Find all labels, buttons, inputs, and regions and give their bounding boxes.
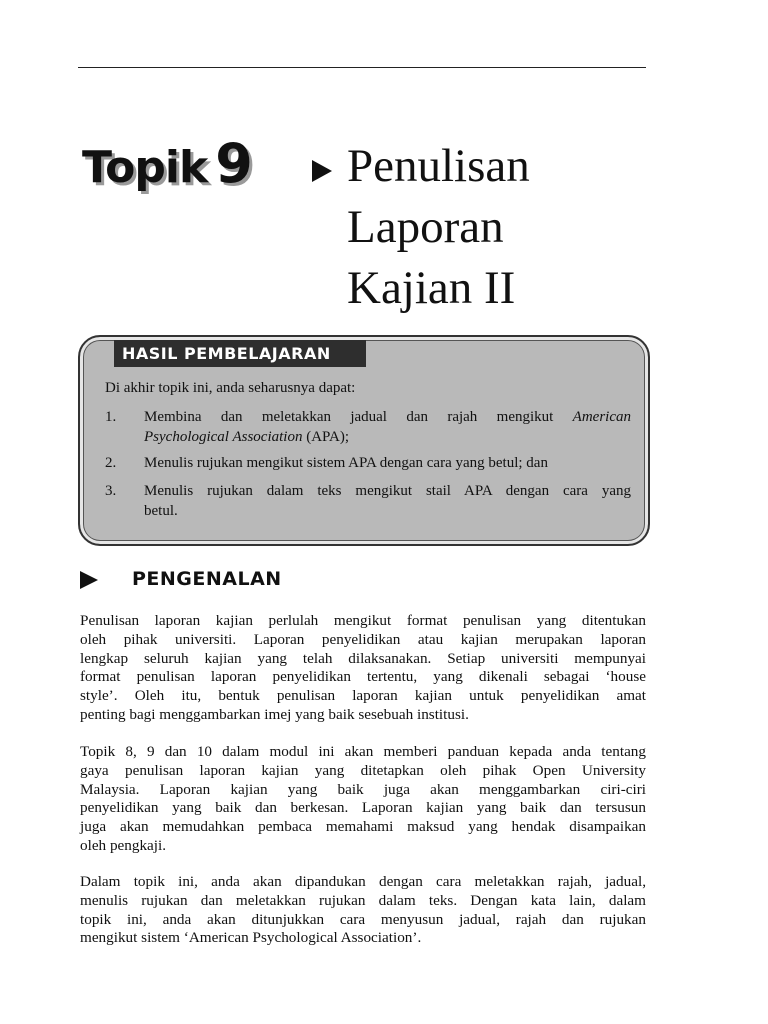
title-arrow-icon (312, 160, 332, 182)
paragraph-line: juga akan memudahkan pembaca memahami maksud yang hendak disampaikan (80, 818, 646, 836)
item-number: 1. (105, 409, 117, 425)
paragraph-line: oleh pengkaji. (80, 836, 167, 854)
topic-word: Topik (82, 142, 208, 193)
item-number: 2. (105, 455, 117, 471)
paragraph-line: format penulisan laporan penyelidikan tertentu, yang dikenali sebagai ‘house (80, 668, 646, 686)
item-line (144, 427, 631, 447)
paragraph-line: Malaysia. Laporan kajian yang baik juga akan menggambarkan ciri-ciri (80, 780, 646, 798)
section-title: PENGENALAN (132, 568, 282, 590)
learning-outcome-item (105, 481, 631, 521)
paragraph-line: oleh pihak universiti. Laporan penyelidikan atau kajian merupakan laporan (80, 630, 646, 648)
header-rule (78, 67, 646, 68)
item-text (144, 407, 631, 447)
paragraph-line: mengikut sistem ‘American Psychological Association’. (80, 929, 422, 947)
item-text-segment: Membina dan meletakkan jadual dan rajah mengikut (144, 409, 573, 425)
paragraph (80, 743, 646, 856)
chapter-title-line: Laporan (347, 201, 504, 253)
item-number: 3. (105, 483, 117, 499)
topic-number: 9 (215, 132, 253, 195)
paragraph-line: style’. Oleh itu, bentuk penulisan laporan kajian untuk penyelidikan amat (80, 687, 646, 705)
item-text (144, 481, 631, 521)
learning-outcomes-intro: Di akhir topik ini, anda seharusnya dapat: (105, 380, 356, 396)
paragraph-line: Dalam topik ini, anda akan dipandukan dengan cara meletakkan rajah, jadual, (80, 873, 646, 890)
paragraph (80, 873, 646, 948)
paragraph-line: topik ini, anda akan ditunjukkan cara menyusun jadual, rajah dan rujukan (80, 910, 646, 928)
item-text-italic: American (572, 409, 631, 425)
paragraph-line: gaya penulisan laporan kajian yang ditetapkan oleh pihak Open University (80, 761, 646, 779)
item-line (144, 407, 631, 427)
paragraph-line: lengkap seluruh kajian yang telah dilaksanakan. Setiap universiti mempunyai (80, 649, 646, 667)
learning-outcome-item (105, 453, 631, 473)
item-line: betul. (144, 503, 178, 519)
paragraph-line: penyelidikan yang baik dan berkesan. Laporan kajian yang baik dan tersusun (80, 799, 646, 817)
chapter-title-line: Penulisan (347, 140, 530, 192)
item-text-segment: (APA); (302, 429, 349, 445)
chapter-title-line: Kajian II (347, 262, 516, 314)
section-arrow-icon (80, 571, 98, 589)
paragraph-line: Topik 8, 9 dan 10 dalam modul ini akan memberi panduan kepada anda tentang (80, 743, 646, 760)
item-line: Menulis rujukan mengikut sistem APA dengan cara yang betul; dan (144, 455, 548, 471)
item-text (144, 453, 631, 473)
learning-outcomes-label: HASIL PEMBELAJARAN (114, 340, 366, 367)
topic-number-heading (82, 132, 253, 195)
item-line: Menulis rujukan dalam teks mengikut stail APA dengan cara yang (144, 483, 631, 499)
paragraph-line: Penulisan laporan kajian perlulah mengikut format penulisan yang ditentukan (80, 612, 646, 629)
paragraph-line: penting bagi menggambarkan imej yang baik sesebuah institusi. (80, 705, 469, 723)
paragraph-line: menulis rujukan dan meletakkan rujukan dalam teks. Dengan kata lain, dalam (80, 891, 646, 909)
chapter-title (347, 136, 530, 319)
item-text-italic: Psychological Association (144, 429, 303, 445)
paragraph (80, 612, 646, 725)
learning-outcome-item (105, 407, 631, 447)
